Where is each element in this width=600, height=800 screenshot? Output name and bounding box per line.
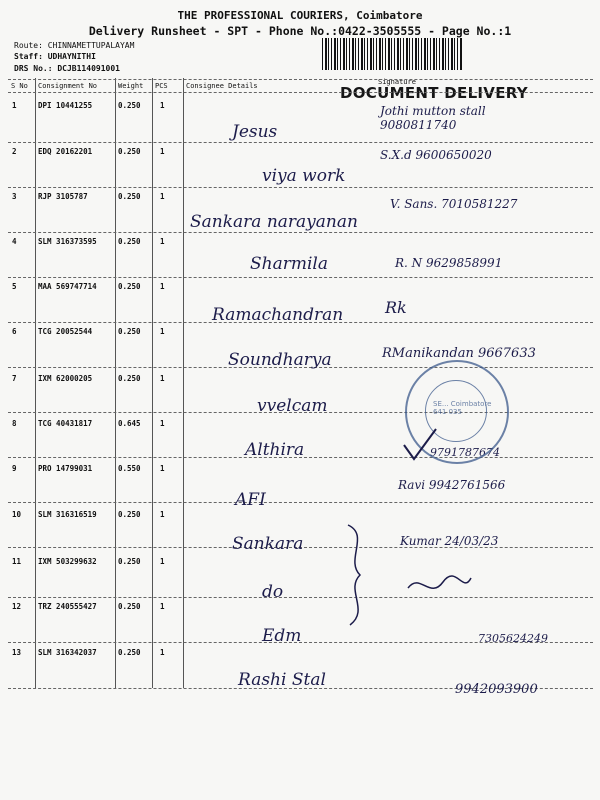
row-pcs: 1: [160, 374, 165, 383]
row-divider: [8, 92, 593, 93]
barcode: [322, 38, 462, 70]
row-sno: 11: [12, 557, 22, 566]
row-pcs: 1: [160, 648, 165, 657]
signature: 9942093900: [455, 682, 538, 697]
row-pcs: 1: [160, 464, 165, 473]
row-pcs: 1: [160, 147, 165, 156]
signature: 9791787674: [430, 446, 500, 459]
consignee-name: do: [262, 582, 284, 602]
signature: Jothi mutton stall 9080811740: [380, 104, 486, 132]
row-weight: 0.250: [118, 602, 141, 611]
row-weight: 0.250: [118, 557, 141, 566]
staff-label: Staff: UDHAYNITHI: [14, 52, 96, 61]
consignee-name: Sharmila: [250, 254, 328, 274]
consignee-name: Edm: [262, 626, 302, 646]
row-weight: 0.250: [118, 147, 141, 156]
checkmark-scribble: [400, 425, 440, 465]
row-sno: 13: [12, 648, 22, 657]
row-consignment-no: IXM 503299632: [38, 557, 97, 566]
row-pcs: 1: [160, 557, 165, 566]
row-sno: 1: [12, 101, 17, 110]
row-consignment-no: TCG 40431817: [38, 419, 93, 428]
route-label: Route: CHINNAMETTUPALAYAM: [14, 41, 135, 50]
col-sno: S No: [11, 82, 28, 90]
consignee-name: Althira: [245, 440, 305, 460]
bracket-scribble: [340, 520, 380, 630]
row-consignment-no: MAA 569747714: [38, 282, 97, 291]
row-weight: 0.250: [118, 282, 141, 291]
consignee-name: Rashi Stal: [238, 670, 326, 690]
row-sno: 3: [12, 192, 17, 201]
signature: RManikandan 9667633: [382, 346, 536, 361]
drs-number: DRS No.: DCJB114091001: [14, 64, 120, 73]
seal-text: SE... Coimbatore 641 035: [433, 400, 492, 416]
row-pcs: 1: [160, 510, 165, 519]
consignee-name: Ramachandran: [212, 305, 344, 325]
row-consignment-no: TCG 20052544: [38, 327, 93, 336]
signature: R. N 9629858991: [395, 256, 503, 270]
row-weight: 0.250: [118, 374, 141, 383]
row-consignment-no: RJP 3105787: [38, 192, 88, 201]
row-weight: 0.250: [118, 327, 141, 336]
row-sno: 9: [12, 464, 17, 473]
row-sno: 8: [12, 419, 17, 428]
row-divider: [8, 187, 593, 188]
row-sno: 6: [12, 327, 17, 336]
col-consignment: Consignment No: [38, 82, 98, 90]
row-pcs: 1: [160, 602, 165, 611]
company-title: THE PROFESSIONAL COURIERS, Coimbatore: [177, 9, 423, 22]
row-consignment-no: SLM 316342037: [38, 648, 97, 657]
row-sno: 10: [12, 510, 22, 519]
row-divider: [8, 232, 593, 233]
row-sno: 2: [12, 147, 17, 156]
row-sno: 4: [12, 237, 17, 246]
row-consignment-no: DPI 10441255: [38, 101, 93, 110]
signature: Rk: [385, 298, 407, 317]
consignee-name: vvelcam: [257, 396, 328, 416]
row-divider: [8, 502, 593, 503]
row-consignment-no: TRZ 240555427: [38, 602, 97, 611]
consignee-name: AFI: [235, 490, 266, 510]
row-divider: [8, 142, 593, 143]
row-consignment-no: IXM 62000205: [38, 374, 93, 383]
row-sno: 12: [12, 602, 22, 611]
document-delivery-stamp: DOCUMENT DELIVERY: [340, 84, 528, 102]
signature: Kumar 24/03/23: [400, 534, 499, 548]
signature: 7305624249: [478, 632, 548, 645]
row-weight: 0.250: [118, 101, 141, 110]
row-weight: 0.645: [118, 419, 141, 428]
consignee-name: Sankara: [232, 534, 304, 554]
row-divider: [8, 597, 593, 598]
col-consignee: Consignee Details: [186, 82, 258, 90]
row-divider: [8, 277, 593, 278]
signature: S.X.d 9600650020: [380, 148, 492, 162]
col-pcs: PCS: [155, 82, 168, 90]
row-pcs: 1: [160, 192, 165, 201]
row-consignment-no: PRO 14799031: [38, 464, 93, 473]
runsheet-title: Delivery Runsheet - SPT - Phone No.:0422-3505555 - Page No.:1: [88, 24, 512, 38]
consignee-name: Soundharya: [228, 350, 332, 370]
signature: Ravi 9942761566: [398, 478, 506, 492]
row-weight: 0.250: [118, 237, 141, 246]
row-consignment-no: SLM 316373595: [38, 237, 97, 246]
row-sno: 7: [12, 374, 17, 383]
row-consignment-no: SLM 316316519: [38, 510, 97, 519]
row-pcs: 1: [160, 101, 165, 110]
row-weight: 0.250: [118, 192, 141, 201]
row-weight: 0.250: [118, 648, 141, 657]
col-signature: Signature: [378, 78, 416, 86]
row-weight: 0.550: [118, 464, 141, 473]
row-pcs: 1: [160, 237, 165, 246]
row-weight: 0.250: [118, 510, 141, 519]
row-pcs: 1: [160, 419, 165, 428]
signature-scribble: [405, 570, 475, 600]
row-sno: 5: [12, 282, 17, 291]
row-pcs: 1: [160, 327, 165, 336]
consignee-name: Jesus: [232, 122, 278, 142]
signature: V. Sans. 7010581227: [390, 197, 518, 211]
col-weight: Weight: [118, 82, 144, 90]
row-pcs: 1: [160, 282, 165, 291]
row-consignment-no: EDQ 20162201: [38, 147, 93, 156]
row-divider: [8, 79, 593, 80]
consignee-name: viya work: [262, 166, 346, 186]
consignee-name: Sankara narayanan: [190, 212, 358, 232]
